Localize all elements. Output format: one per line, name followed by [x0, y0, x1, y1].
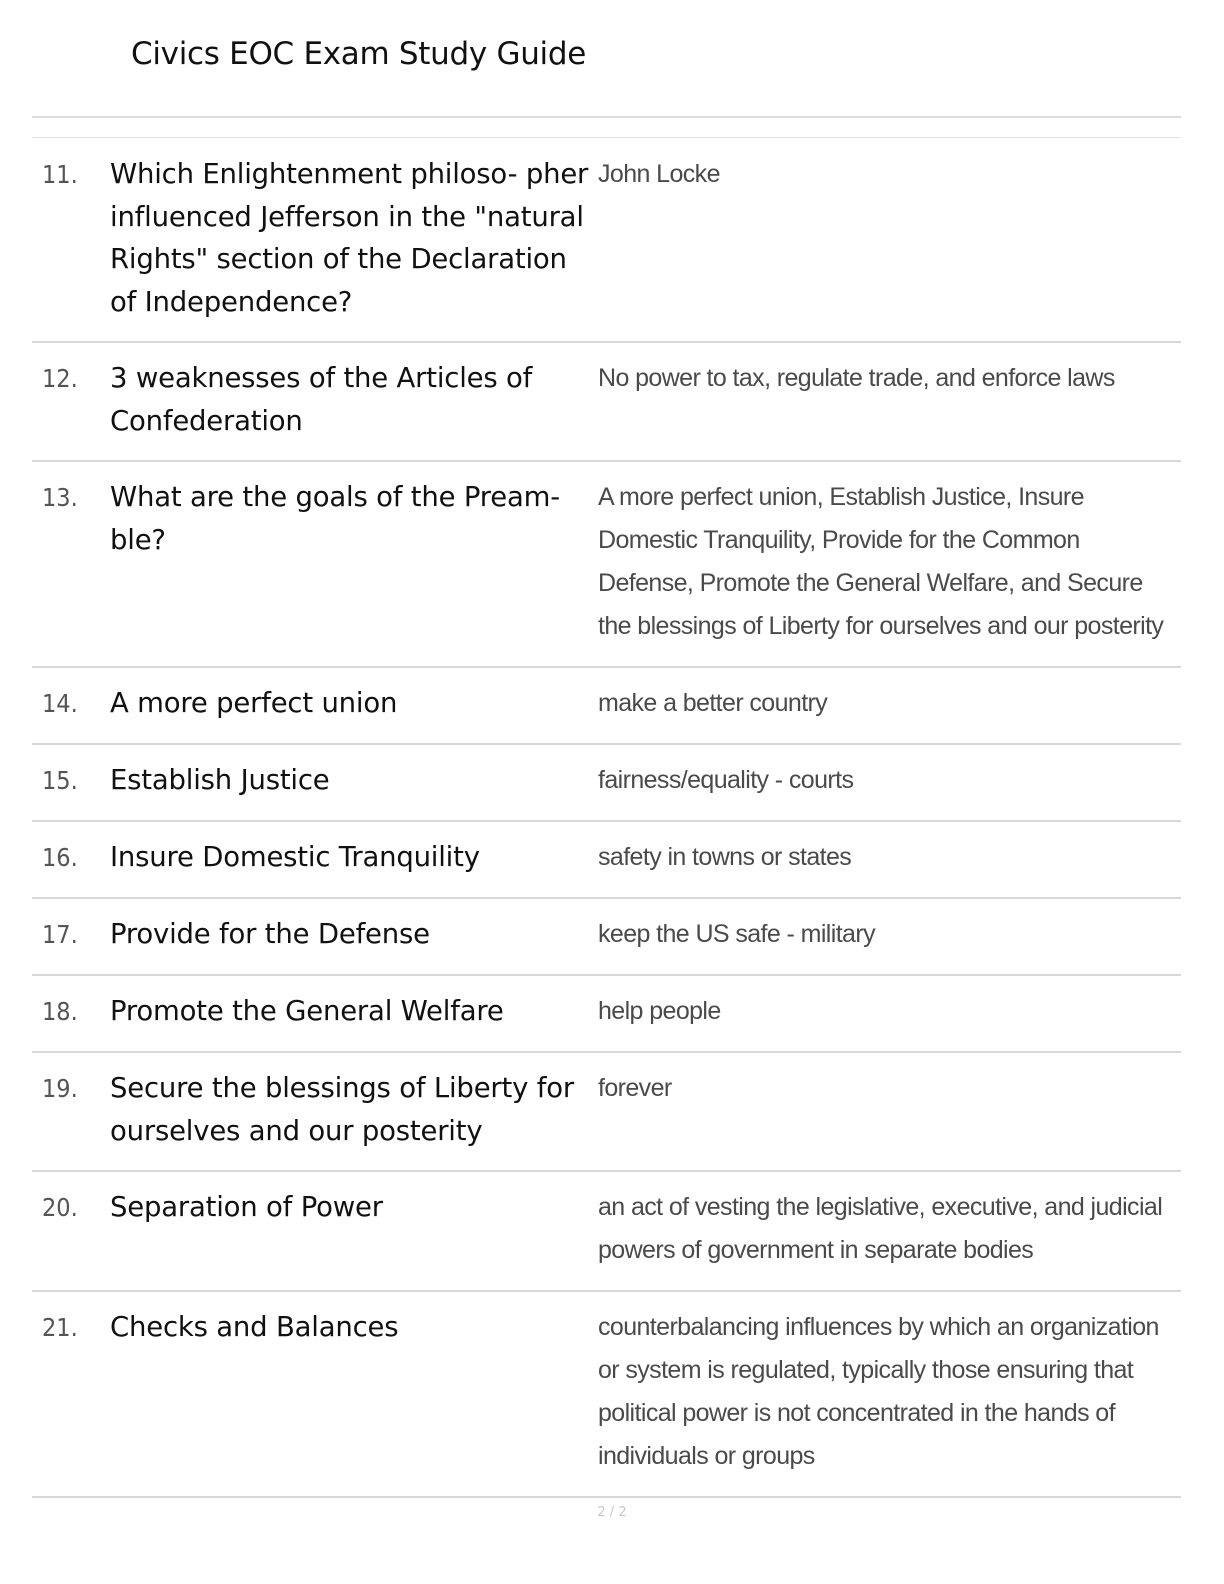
card-number: 11. — [42, 160, 78, 189]
card-definition: fairness/equality - courts — [598, 766, 854, 794]
flashcard-row — [32, 1053, 1181, 1172]
card-definition: safety in towns or states — [598, 843, 852, 871]
card-number: 16. — [42, 843, 78, 872]
card-definition: A more perfect union, Establish Justice, Insure Domestic Tranquility, Provide for the Common Defense, Promote the General Welfare, and Secure the blessings of Liberty for ourselves and our posterity — [598, 483, 1164, 640]
card-definition: keep the US safe - military — [598, 920, 875, 948]
card-number: 20. — [42, 1193, 78, 1222]
flashcard-row — [32, 1292, 1181, 1498]
flashcard-row — [32, 976, 1181, 1053]
card-number: 14. — [42, 689, 78, 718]
card-term: Which Enlightenment philoso- pher influenced Jefferson in the "natural Rights" section of the Declaration of Independence? — [110, 158, 589, 318]
flashcard-list — [32, 139, 1181, 1498]
card-term: Promote the General Welfare — [110, 995, 504, 1027]
card-term: A more perfect union — [110, 687, 398, 719]
card-term: Secure the blessings of Liberty for ourselves and our posterity — [110, 1072, 574, 1147]
card-number: 19. — [42, 1074, 78, 1103]
flashcard-row — [32, 343, 1181, 462]
card-definition: No power to tax, regulate trade, and enforce laws — [598, 364, 1115, 392]
card-term: Establish Justice — [110, 764, 330, 796]
card-number: 15. — [42, 766, 78, 795]
card-definition: John Locke — [598, 160, 720, 188]
page-title: Civics EOC Exam Study Guide — [131, 36, 587, 72]
card-term: Provide for the Defense — [110, 918, 430, 950]
card-number: 17. — [42, 920, 78, 949]
flashcard-row — [32, 822, 1181, 899]
card-term: Separation of Power — [110, 1191, 383, 1223]
card-term: Insure Domestic Tranquility — [110, 841, 480, 873]
card-number: 18. — [42, 997, 78, 1026]
card-definition: help people — [598, 997, 721, 1025]
card-definition: an act of vesting the legislative, executive, and judicial powers of government in separate bodies — [598, 1193, 1163, 1264]
card-number: 12. — [42, 364, 78, 393]
flashcard-row — [32, 899, 1181, 976]
card-definition: make a better country — [598, 689, 828, 717]
flashcard-row — [32, 668, 1181, 745]
header-divider-secondary — [32, 137, 1181, 138]
header-divider — [32, 116, 1181, 118]
card-term: What are the goals of the Pream- ble? — [110, 481, 560, 556]
card-definition: forever — [598, 1074, 672, 1102]
card-number: 21. — [42, 1313, 78, 1342]
card-term: Checks and Balances — [110, 1311, 399, 1343]
page-number: 2 / 2 — [597, 1505, 627, 1520]
flashcard-row — [32, 139, 1181, 343]
card-term: 3 weaknesses of the Articles of Confederation — [110, 362, 533, 437]
flashcard-row — [32, 745, 1181, 822]
flashcard-row — [32, 462, 1181, 668]
card-definition: counterbalancing influences by which an organization or system is regulated, typically those ensuring that political power is not concentrated in the hands of individuals or groups — [598, 1313, 1159, 1470]
card-number: 13. — [42, 483, 78, 512]
flashcard-row — [32, 1172, 1181, 1292]
